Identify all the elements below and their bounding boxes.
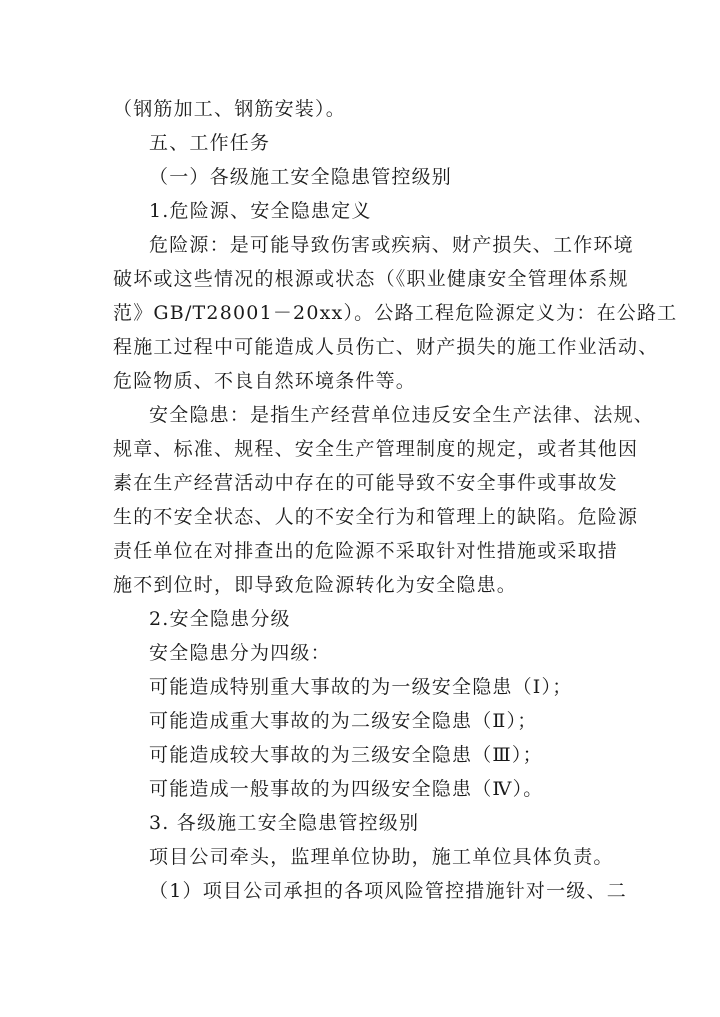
paragraph-line: 破坏或这些情况的根源或状态（《职业健康安全管理体系规 (113, 268, 629, 290)
list-item: 可能造成一般事故的为四级安全隐患（Ⅳ）。 (149, 778, 544, 800)
paragraph-line: 危险物质、不良自然环境条件等。 (113, 370, 417, 392)
paragraph-line: 范》GB/T28001－20xx）。公路工程危险源定义为：在公路工 (113, 302, 678, 324)
paragraph-line: 程施工过程中可能造成人员伤亡、财产损失的施工作业活动、 (113, 336, 659, 358)
subsection-heading: （一）各级施工安全隐患管控级别 (149, 166, 453, 188)
list-item: 可能造成较大事故的为三级安全隐患（Ⅲ）； (149, 744, 543, 766)
subsection-heading: 1.危险源、安全隐患定义 (149, 200, 372, 222)
paragraph-line: 项目公司牵头，监理单位协助，施工单位具体负责。 (149, 846, 614, 868)
paragraph-line: （钢筋加工、钢筋安装）。 (113, 98, 346, 120)
list-item: 可能造成重大事故的为二级安全隐患（Ⅱ）； (149, 710, 538, 732)
paragraph-line: 危险源：是可能导致伤害或疾病、财产损失、工作环境 (149, 234, 634, 256)
paragraph-line: 生的不安全状态、人的不安全行为和管理上的缺陷。危险源 (113, 506, 639, 528)
paragraph-line: 安全隐患：是指生产经营单位违反安全生产法律、法规、 (149, 404, 655, 426)
paragraph-line: 施不到位时，即导致危险源转化为安全隐患。 (113, 574, 518, 596)
list-item: 可能造成特别重大事故的为一级安全隐患（Ⅰ）； (149, 676, 573, 698)
section-heading: 五、工作任务 (149, 132, 271, 154)
subsection-heading: 2.安全隐患分级 (149, 608, 291, 630)
paragraph-line: 安全隐患分为四级： (149, 642, 331, 664)
paragraph-line: 责任单位在对排查出的危险源不采取针对性措施或采取措 (113, 540, 619, 562)
paragraph-line: （1）项目公司承担的各项风险管控措施针对一级、二 (149, 880, 627, 902)
paragraph-line: 规章、标准、规程、安全生产管理制度的规定，或者其他因 (113, 438, 639, 460)
subsection-heading: 3. 各级施工安全隐患管控级别 (149, 812, 420, 834)
paragraph-line: 素在生产经营活动中存在的可能导致不安全事件或事故发 (113, 472, 619, 494)
